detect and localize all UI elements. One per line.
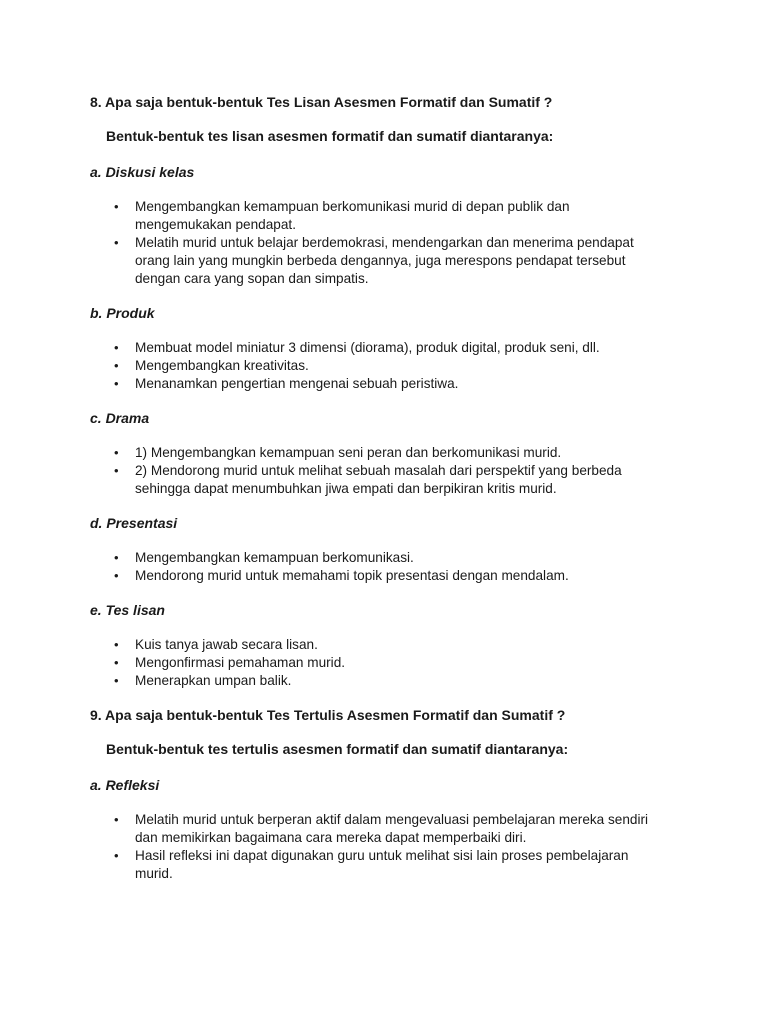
list-item: • Mengembangkan kemampuan berkomunikasi. — [114, 550, 414, 565]
bullet-icon: • — [114, 637, 119, 652]
list-item: • Menerapkan umpan balik. — [114, 673, 292, 688]
list-item: • Mengembangkan kemampuan berkomunikasi murid di depan publik dan mengemukakan pendapat. — [114, 199, 570, 232]
section-title-produk: b. Produk — [90, 305, 155, 321]
section-title-diskusi-kelas: a. Diskusi kelas — [90, 164, 195, 180]
question-9: 9. Apa saja bentuk-bentuk Tes Tertulis Asesmen Formatif dan Sumatif ? — [90, 707, 566, 723]
document-page — [90, 94, 690, 900]
bullet-icon: • — [114, 445, 119, 460]
question-9-intro: Bentuk-bentuk tes tertulis asesmen formatif dan sumatif diantaranya: — [106, 741, 569, 757]
list-item: • Menanamkan pengertian mengenai sebuah peristiwa. — [114, 376, 459, 391]
section-title-drama: c. Drama — [90, 410, 150, 426]
bullet-icon: • — [114, 340, 119, 355]
question-8-intro: Bentuk-bentuk tes lisan asesmen formatif dan sumatif diantaranya: — [106, 128, 554, 144]
bullet-list-presentasi — [90, 549, 690, 585]
list-item: • Mengonfirmasi pemahaman murid. — [114, 655, 346, 670]
section-title-refleksi: a. Refleksi — [90, 777, 160, 793]
list-item: • 2) Mendorong murid untuk melihat sebuah masalah dari perspektif yang berbeda sehingga dapat menumbuhkan jiwa empati dan berpikiran kritis murid. — [114, 463, 622, 496]
bullet-icon: • — [114, 358, 119, 373]
bullet-icon: • — [114, 848, 119, 863]
bullet-icon: • — [114, 673, 119, 688]
list-item: • Kuis tanya jawab secara lisan. — [114, 637, 318, 652]
list-item: • Melatih murid untuk berperan aktif dalam mengevaluasi pembelajaran mereka sendiri dan memikirkan bagaimana cara mereka dapat memperbaiki diri. — [114, 812, 649, 845]
list-item: • Membuat model miniatur 3 dimensi (diorama), produk digital, produk seni, dll. — [114, 340, 600, 355]
list-item: • Mengembangkan kreativitas. — [114, 358, 309, 373]
question-8: 8. Apa saja bentuk-bentuk Tes Lisan Asesmen Formatif dan Sumatif ? — [90, 94, 553, 110]
bullet-list-tes-lisan — [90, 636, 690, 690]
bullet-icon: • — [114, 463, 119, 478]
bullet-list-drama — [90, 444, 690, 498]
list-item: • 1) Mengembangkan kemampuan seni peran dan berkomunikasi murid. — [114, 445, 562, 460]
list-item: • Melatih murid untuk belajar berdemokrasi, mendengarkan dan menerima pendapat orang lain yang mungkin berbeda dengannya, juga merespons pendapat tersebut dengan cara yang sopan dan simpatis. — [114, 235, 634, 286]
bullet-icon: • — [114, 812, 119, 827]
list-item: • Hasil refleksi ini dapat digunakan guru untuk melihat sisi lain proses pembelajaran murid. — [114, 848, 629, 881]
list-item: • Mendorong murid untuk memahami topik presentasi dengan mendalam. — [114, 568, 569, 583]
bullet-list-refleksi — [90, 811, 690, 883]
section-title-tes-lisan: e. Tes lisan — [90, 602, 165, 618]
bullet-list-produk — [90, 339, 690, 393]
section-title-presentasi: d. Presentasi — [90, 515, 178, 531]
bullet-icon: • — [114, 568, 119, 583]
bullet-icon: • — [114, 235, 119, 250]
bullet-icon: • — [114, 655, 119, 670]
bullet-list-diskusi-kelas — [90, 198, 690, 288]
bullet-icon: • — [114, 550, 119, 565]
bullet-icon: • — [114, 199, 119, 214]
bullet-icon: • — [114, 376, 119, 391]
